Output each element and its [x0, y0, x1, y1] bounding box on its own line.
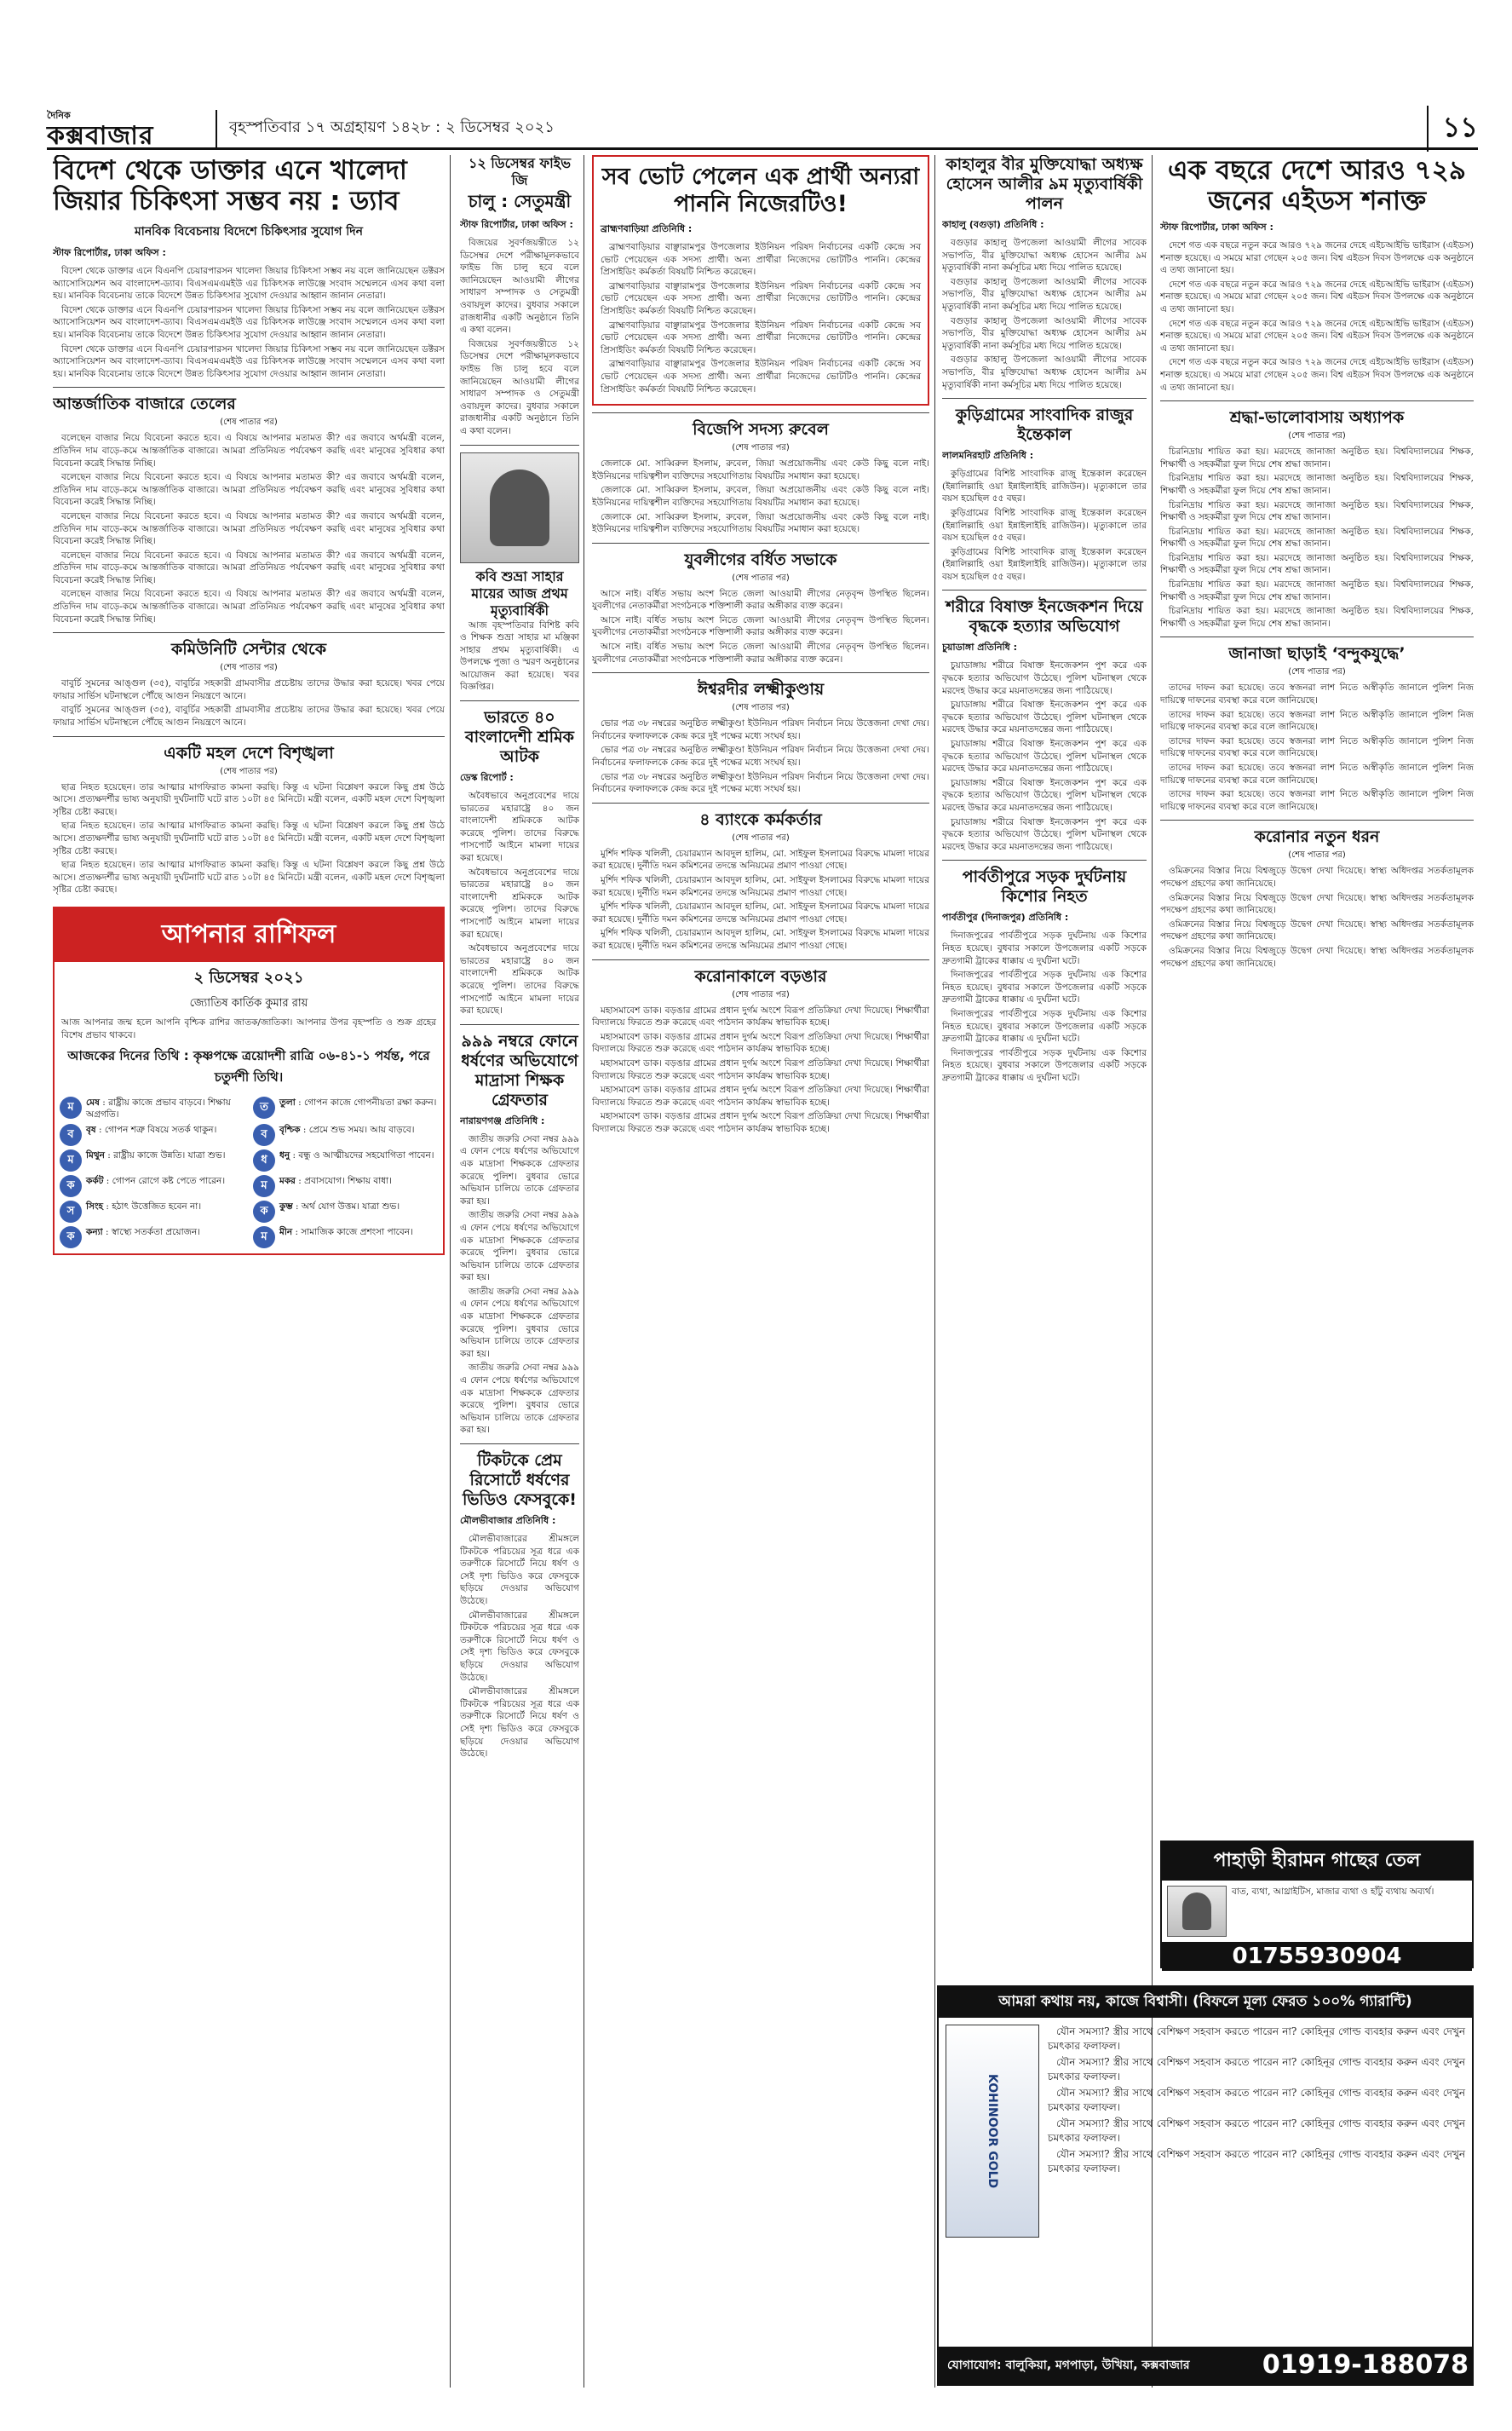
zodiac-sign-icon: ব — [253, 1124, 275, 1146]
continued-note: (শেষ পাতার পর) — [220, 418, 278, 428]
zodiac-forecast: অর্থ যোগ উত্তম। যাত্রা শুভ। — [301, 1201, 400, 1213]
obituary-photo — [460, 452, 579, 563]
byline: পার্বতীপুর (দিনাজপুর) প্রতিনিধি : — [942, 912, 1069, 924]
article-headline[interactable]: শরীরে বিষাক্ত ইনজেকশন দিয়ে বৃদ্ধকে হত্যার অভিযোগ — [946, 597, 1143, 637]
zodiac-sign-icon: ম — [253, 1175, 275, 1197]
article-headline[interactable]: একটি মহল দেশে বিশৃঙ্খলা — [164, 743, 334, 763]
column-divider — [450, 155, 451, 2388]
featured-headline[interactable]: সব ভোট পেলেন এক প্রার্থী অন্যরা পাননি নিজেরটিও! — [601, 164, 920, 217]
continued-note: (শেষ পাতার পর) — [1288, 667, 1346, 677]
article-body: ছাত্র নিহত হয়েছেন। তার আত্মার মাগফিরাত কামনা করছি। কিন্তু এ ঘটনা বিশ্লেষণ করলে কিছু প্রশ্ন উঠে আসে। প্রত্যক্ষদর্শীর ভাষ্য অনুযায়ী দুর্ঘটনাটি ঘটে রাত ১০টা ৪৫ মিনিটে। মন্ত্রী বলেন, একটি মহল দেশে বিশৃঙ্খলা সৃষ্টির চেষ্টা করছে। ছাত্র নিহত হয়েছেন। তার আত্মার মাগফিরাত কামনা করছি। কিন্তু এ ঘটনা বিশ্লেষণ করলে কিছু প্রশ্ন উঠে আসে। প্রত্যক্ষদর্শীর ভাষ্য অনুযায়ী দুর্ঘটনাটি ঘটে রাত ১০টা ৪৫ মিনিটে। মন্ত্রী বলেন, একটি মহল দেশে বিশৃঙ্খলা সৃষ্টির চেষ্টা করছে। ছাত্র নিহত হয়েছেন। তার আত্মার মাগফিরাত কামনা করছি। কিন্তু এ ঘটনা বিশ্লেষণ করলে কিছু প্রশ্ন উঠে আসে। প্রত্যক্ষদর্শীর ভাষ্য অনুযায়ী দুর্ঘটনাটি ঘটে রাত ১০টা ৪৫ মিনিটে। মন্ত্রী বলেন, একটি মহল দেশে বিশৃঙ্খলা সৃষ্টির চেষ্টা করছে। — [53, 781, 445, 896]
zodiac-item — [60, 1097, 244, 1120]
ad-phone[interactable]: 01755930904 — [1162, 1942, 1472, 1971]
article-body: কুড়িগ্রামের বিশিষ্ট সাংবাদিক রাজু ইন্তেকাল করেছেন (ইন্নালিল্লাহি ওয়া ইন্নাইলাইহি রাজিউন)। মৃত্যুকালে তার বয়স হয়েছিল ৫৫ বছর। কুড়িগ্রামের বিশিষ্ট সাংবাদিক রাজু ইন্তেকাল করেছেন (ইন্নালিল্লাহি ওয়া ইন্নাইলাইহি রাজিউন)। মৃত্যুকালে তার বয়স হয়েছিল ৫৫ বছর। কুড়িগ্রামের বিশিষ্ট সাংবাদিক রাজু ইন্তেকাল করেছেন (ইন্নালিল্লাহি ওয়া ইন্নাইলাইহি রাজিউন)। মৃত্যুকালে তার বয়স হয়েছিল ৫৫ বছর। — [942, 469, 1147, 582]
article-headline[interactable]: এক বছরে দেশে আরও ৭২৯ জনের এইডস শনাক্ত — [1167, 155, 1467, 216]
article-body: ভোর পত্র ৩৮ নম্বরের অনুষ্ঠিত লক্ষ্মীকুণ্ডা ইউনিয়ন পরিষদ নির্বাচন নিয়ে উত্তেজনা দেখা দেয়। নির্বাচনের ফলাফলকে কেন্দ্র করে দুই পক্ষের মধ্যে সংঘর্ষ হয়। ভোর পত্র ৩৮ নম্বরের অনুষ্ঠিত লক্ষ্মীকুণ্ডা ইউনিয়ন পরিষদ নির্বাচন নিয়ে উত্তেজনা দেখা দেয়। নির্বাচনের ফলাফলকে কেন্দ্র করে দুই পক্ষের মধ্যে সংঘর্ষ হয়। ভোর পত্র ৩৮ নম্বরের অনুষ্ঠিত লক্ষ্মীকুণ্ডা ইউনিয়ন পরিষদ নির্বাচন নিয়ে উত্তেজনা দেখা দেয়। নির্বাচনের ফলাফলকে কেন্দ্র করে দুই পক্ষের মধ্যে সংঘর্ষ হয়। — [592, 718, 929, 795]
zodiac-forecast: গোপন কাজে গোপনীয়তা রক্ষা করুন। — [303, 1097, 437, 1109]
ad-title: পাহাড়ী হীরামন গাছের তেল — [1162, 1842, 1472, 1881]
continued-note: (শেষ পাতার পর) — [732, 443, 790, 453]
byline: স্টাফ রিপোর্টার, ঢাকা অফিস : — [460, 219, 573, 230]
zodiac-text: কন্যা : স্বাস্থ্যে সতর্কতা প্রয়োজন। — [86, 1227, 201, 1238]
horoscope-date: ২ ডিসেম্বর ২০২১ — [193, 968, 304, 987]
article-headline[interactable]: ভারতে ৪০ বাংলাদেশী শ্রমিক আটক — [465, 708, 574, 767]
newspaper-logo — [47, 110, 217, 151]
zodiac-item — [253, 1226, 438, 1248]
article-headline[interactable]: বিজেপি সদস্য রুবেল — [693, 420, 829, 440]
zodiac-text: ধনু : বন্ধু ও আত্মীয়দের সহযোগিতা পাবেন। — [279, 1150, 434, 1161]
featured-story-box — [592, 155, 929, 406]
article-body: মুর্শিদ শফিক খলিলী, চেয়ারম্যান আবদুল হালিম, মো. সাইফুল ইসলামের বিরুদ্ধে মামলা দায়ের করা হয়েছে। দুর্নীতি দমন কমিশনের তদন্তে অনিয়মের প্রমাণ পাওয়া গেছে। মুর্শিদ শফিক খলিলী, চেয়ারম্যান আবদুল হালিম, মো. সাইফুল ইসলামের বিরুদ্ধে মামলা দায়ের করা হয়েছে। দুর্নীতি দমন কমিশনের তদন্তে অনিয়মের প্রমাণ পাওয়া গেছে। মুর্শিদ শফিক খলিলী, চেয়ারম্যান আবদুল হালিম, মো. সাইফুল ইসলামের বিরুদ্ধে মামলা দায়ের করা হয়েছে। দুর্নীতি দমন কমিশনের তদন্তে অনিয়মের প্রমাণ পাওয়া গেছে। মুর্শিদ শফিক খলিলী, চেয়ারম্যান আবদুল হালিম, মো. সাইফুল ইসলামের বিরুদ্ধে মামলা দায়ের করা হয়েছে। দুর্নীতি দমন কমিশনের তদন্তে অনিয়মের প্রমাণ পাওয়া গেছে। — [592, 848, 929, 951]
zodiac-text: মীন : সামাজিক কাজে প্রশংসা পাবেন। — [279, 1227, 413, 1238]
zodiac-item — [253, 1124, 438, 1146]
zodiac-forecast: হঠাৎ উত্তেজিত হবেন না। — [112, 1201, 202, 1213]
zodiac-sign-icon: ম — [60, 1149, 82, 1172]
page-number: ১১ — [1427, 106, 1478, 152]
ad-portrait-image — [1167, 1886, 1227, 1937]
oil-advertisement[interactable] — [1160, 1841, 1474, 1968]
continued-note: (শেষ পাতার পর) — [732, 573, 790, 583]
zodiac-item — [60, 1175, 244, 1197]
byline: স্টাফ রিপোর্টার, ঢাকা অফিস : — [53, 247, 166, 258]
masthead — [47, 109, 1478, 150]
article-body: বিদেশ থেকে ডাক্তার এনে বিএনপি চেয়ারপারসন খালেদা জিয়ার চিকিৎসা সম্ভব নয় বলে জানিয়েছেন ডক্টরস অ্যাসোসিয়েশন অব বাংলাদেশ-ড্যাব। বিএসএমএমইউ এর চিকিৎসক লাউঞ্জে সংবাদ সম্মেলনে এসব কথা বলা হয়। মানবিক বিবেচনায় তাকে বিদেশে উন্নত চিকিৎসার সুযোগ দেওয়ার আহ্বান জানান নেতারা। বিদেশ থেকে ডাক্তার এনে বিএনপি চেয়ারপারসন খালেদা জিয়ার চিকিৎসা সম্ভব নয় বলে জানিয়েছেন ডক্টরস অ্যাসোসিয়েশন অব বাংলাদেশ-ড্যাব। বিএসএমএমইউ এর চিকিৎসক লাউঞ্জে সংবাদ সম্মেলনে এসব কথা বলা হয়। মানবিক বিবেচনায় তাকে বিদেশে উন্নত চিকিৎসার সুযোগ দেওয়ার আহ্বান জানান নেতারা। বিদেশ থেকে ডাক্তার এনে বিএনপি চেয়ারপারসন খালেদা জিয়ার চিকিৎসা সম্ভব নয় বলে জানিয়েছেন ডক্টরস অ্যাসোসিয়েশন অব বাংলাদেশ-ড্যাব। বিএসএমএমইউ এর চিকিৎসক লাউঞ্জে সংবাদ সম্মেলনে এসব কথা বলা হয়। মানবিক বিবেচনায় তাকে বিদেশে উন্নত চিকিৎসার সুযোগ দেওয়ার আহ্বান জানান নেতারা। — [53, 266, 445, 379]
zodiac-sign-icon: স — [60, 1201, 82, 1223]
byline: স্টাফ রিপোর্টার, ঢাকা অফিস : — [1160, 222, 1273, 233]
zodiac-text: বৃষ : গোপন শত্রু বিষয়ে সতর্ক থাকুন। — [86, 1125, 217, 1136]
zodiac-item — [253, 1097, 438, 1120]
continued-note: (শেষ পাতার পর) — [732, 989, 790, 999]
continued-note: (শেষ পাতার পর) — [732, 832, 790, 843]
article-body: চুয়াডাঙ্গায় শরীরে বিষাক্ত ইনজেকশন পুশ করে এক বৃদ্ধকে হত্যার অভিযোগ উঠেছে। পুলিশ ঘটনাস্থল থেকে মরদেহ উদ্ধার করে ময়নাতদন্তের জন্য পাঠিয়েছে। চুয়াডাঙ্গায় শরীরে বিষাক্ত ইনজেকশন পুশ করে এক বৃদ্ধকে হত্যার অভিযোগ উঠেছে। পুলিশ ঘটনাস্থল থেকে মরদেহ উদ্ধার করে ময়নাতদন্তের জন্য পাঠিয়েছে। চুয়াডাঙ্গায় শরীরে বিষাক্ত ইনজেকশন পুশ করে এক বৃদ্ধকে হত্যার অভিযোগ উঠেছে। পুলিশ ঘটনাস্থল থেকে মরদেহ উদ্ধার করে ময়নাতদন্তের জন্য পাঠিয়েছে। চুয়াডাঙ্গায় শরীরে বিষাক্ত ইনজেকশন পুশ করে এক বৃদ্ধকে হত্যার অভিযোগ উঠেছে। পুলিশ ঘটনাস্থল থেকে মরদেহ উদ্ধার করে ময়নাতদন্তের জন্য পাঠিয়েছে। চুয়াডাঙ্গায় শরীরে বিষাক্ত ইনজেকশন পুশ করে এক বৃদ্ধকে হত্যার অভিযোগ উঠেছে। পুলিশ ঘটনাস্থল থেকে মরদেহ উদ্ধার করে ময়নাতদন্তের জন্য পাঠিয়েছে। — [942, 660, 1147, 852]
byline: নারায়ণগঞ্জ প্রতিনিধি : — [460, 1115, 545, 1126]
article-headline[interactable]: ৪ ব্যাংকে কর্মকর্তার — [699, 809, 822, 829]
article-body: অবৈধভাবে অনুপ্রবেশের দায়ে ভারতের মহারাষ্ট্রে ৪০ জন বাংলাদেশী শ্রমিককে আটক করেছে পুলিশ। তাদের বিরুদ্ধে পাসপোর্ট আইনে মামলা দায়ের করা হয়েছে। অবৈধভাবে অনুপ্রবেশের দায়ে ভারতের মহারাষ্ট্রে ৪০ জন বাংলাদেশী শ্রমিককে আটক করেছে পুলিশ। তাদের বিরুদ্ধে পাসপোর্ট আইনে মামলা দায়ের করা হয়েছে। অবৈধভাবে অনুপ্রবেশের দায়ে ভারতের মহারাষ্ট্রে ৪০ জন বাংলাদেশী শ্রমিককে আটক করেছে পুলিশ। তাদের বিরুদ্ধে পাসপোর্ট আইনে মামলা দায়ের করা হয়েছে। — [460, 791, 579, 1017]
product-bottle-image: KOHINOOR GOLD — [946, 2025, 1039, 2238]
zodiac-name: কর্কট — [86, 1176, 104, 1187]
zodiac-item — [60, 1149, 244, 1172]
article-headline[interactable]: চালু : সেতুমন্ত্রী — [468, 191, 572, 211]
continued-note: (শেষ পাতার পর) — [220, 766, 278, 776]
zodiac-forecast: সামাজিক কাজে প্রশংসা পাবেন। — [301, 1227, 413, 1238]
zodiac-name: মিথুন — [86, 1150, 105, 1161]
zodiac-sign-icon: ব — [60, 1124, 82, 1146]
zodiac-text: তুলা : গোপন কাজে গোপনীয়তা রক্ষা করুন। — [279, 1097, 437, 1109]
article-body: বিজয়ের সুবর্ণজয়ন্তীতে ১২ ডিসেম্বর দেশে পরীক্ষামূলকভাবে ফাইভ জি চালু হবে বলে জানিয়েছেন আওয়ামী লীগের সাধারণ সম্পাদক ও সেতুমন্ত্রী ওবায়দুল কাদের। বুধবার সকালে রাজধানীর একটি অনুষ্ঠানে তিনি এ কথা বলেন। বিজয়ের সুবর্ণজয়ন্তীতে ১২ ডিসেম্বর দেশে পরীক্ষামূলকভাবে ফাইভ জি চালু হবে বলে জানিয়েছেন আওয়ামী লীগের সাধারণ সম্পাদক ও সেতুমন্ত্রী ওবায়দুল কাদের। বুধবার সকালে রাজধানীর একটি অনুষ্ঠানে তিনি এ কথা বলেন। — [460, 238, 579, 436]
zodiac-forecast: স্বাস্থ্যে সতর্কতা প্রয়োজন। — [111, 1227, 201, 1238]
byline: ব্রাহ্মণবাড়িয়া প্রতিনিধি : — [601, 223, 693, 234]
zodiac-sign-icon: ত — [253, 1097, 275, 1119]
lead-headline[interactable]: বিদেশ থেকে ডাক্তার এনে খালেদা জিয়ার চিকিৎসা সম্ভব নয় : ড্যাব — [53, 155, 407, 216]
article-headline[interactable]: কুড়িগ্রামের সাংবাদিক রাজুর ইন্তেকাল — [955, 406, 1134, 445]
zodiac-forecast: প্রেমে শুভ সময়। আয় বাড়বে। — [308, 1125, 415, 1136]
ad-contact: যোগাযোগ: বালুকিয়া, মগপাড়া, উখিয়া, কক্সবাজার — [947, 2359, 1190, 2372]
article-headline[interactable]: টিকটকে প্রেম রিসোর্টে ধর্ষণের ভিডিও ফেসবুকে! — [463, 1451, 577, 1509]
horoscope-box — [53, 907, 445, 1255]
tithi-line: আজকের দিনের তিথি : কৃষ্ণপক্ষে ত্রয়োদশী রাত্রি ০৬-৪১-১ পর্যন্ত, পরে চতুর্দশী তিথি। — [67, 1048, 430, 1086]
article-body: জেলাকে মো. সাব্বিরুল ইসলাম, রুবেল, জিয়া অপ্রয়োজনীয় এবং কেউ কিছু বলে নাই। ইউনিয়নের দায়িত্বশীল ব্যক্তিদের সহযোগিতায় বিষয়টির সমাধান করা হয়েছে। জেলাকে মো. সাব্বিরুল ইসলাম, রুবেল, জিয়া অপ্রয়োজনীয় এবং কেউ কিছু বলে নাই। ইউনিয়নের দায়িত্বশীল ব্যক্তিদের সহযোগিতায় বিষয়টির সমাধান করা হয়েছে। জেলাকে মো. সাব্বিরুল ইসলাম, রুবেল, জিয়া অপ্রয়োজনীয় এবং কেউ কিছু বলে নাই। ইউনিয়নের দায়িত্বশীল ব্যক্তিদের সহযোগিতায় বিষয়টির সমাধান করা হয়েছে। — [592, 458, 929, 535]
article-headline[interactable]: কাহালুর বীর মুক্তিযোদ্ধা অধ্যক্ষ হোসেন আলীর ৯ম মৃত্যুবার্ষিকী পালন — [946, 155, 1143, 213]
zodiac-name: কন্যা — [86, 1227, 103, 1238]
zodiac-name: বৃশ্চিক — [279, 1125, 301, 1136]
zodiac-name: সিংহ — [86, 1201, 103, 1213]
zodiac-name: ধনু — [279, 1150, 290, 1161]
logo-small-text: দৈনিক — [47, 110, 71, 121]
article-headline[interactable]: পার্বতীপুরে সড়ক দুর্ঘটনায় কিশোর নিহত — [962, 867, 1127, 907]
article-headline[interactable]: করোনাকালে বড়ঙার — [694, 966, 827, 986]
article-headline[interactable]: কমিউনিটি সেন্টার থেকে — [171, 640, 326, 660]
byline: চুয়াডাঙ্গা প্রতিনিধি : — [942, 642, 1018, 654]
article-body: ব্রাহ্মণবাড়িয়ার বাঞ্ছারামপুর উপজেলার ইউনিয়ন পরিষদ নির্বাচনের একটি কেন্দ্রে সব ভোট পেয়েছেন এক সদস্য প্রার্থী। অন্য প্রার্থীরা নিজেদের ভোটটিও পাননি। কেন্দ্রের প্রিসাইডিং কর্মকর্তা বিষয়টি নিশ্চিত করেছেন। ব্রাহ্মণবাড়িয়ার বাঞ্ছারামপুর উপজেলার ইউনিয়ন পরিষদ নির্বাচনের একটি কেন্দ্রে সব ভোট পেয়েছেন এক সদস্য প্রার্থী। অন্য প্রার্থীরা নিজেদের ভোটটিও পাননি। কেন্দ্রের প্রিসাইডিং কর্মকর্তা বিষয়টি নিশ্চিত করেছেন। ব্রাহ্মণবাড়িয়ার বাঞ্ছারামপুর উপজেলার ইউনিয়ন পরিষদ নির্বাচনের একটি কেন্দ্রে সব ভোট পেয়েছেন এক সদস্য প্রার্থী। অন্য প্রার্থীরা নিজেদের ভোটটিও পাননি। কেন্দ্রের প্রিসাইডিং কর্মকর্তা বিষয়টি নিশ্চিত করেছেন। ব্রাহ্মণবাড়িয়ার বাঞ্ছারামপুর উপজেলার ইউনিয়ন পরিষদ নির্বাচনের একটি কেন্দ্রে সব ভোট পেয়েছেন এক সদস্য প্রার্থী। অন্য প্রার্থীরা নিজেদের ভোটটিও পাননি। কেন্দ্রের প্রিসাইডিং কর্মকর্তা বিষয়টি নিশ্চিত করেছেন। — [601, 242, 921, 395]
zodiac-forecast: প্রবাসযোগ। শিক্ষায় বাধা। — [304, 1176, 392, 1187]
article-body: জাতীয় জরুরি সেবা নম্বর ৯৯৯ এ ফোন পেয়ে ধর্ষণের অভিযোগে এক মাদ্রাসা শিক্ষককে গ্রেফতার করেছে পুলিশ। বুধবার ভোরে অভিযান চালিয়ে তাকে গ্রেফতার করা হয়। জাতীয় জরুরি সেবা নম্বর ৯৯৯ এ ফোন পেয়ে ধর্ষণের অভিযোগে এক মাদ্রাসা শিক্ষককে গ্রেফতার করেছে পুলিশ। বুধবার ভোরে অভিযান চালিয়ে তাকে গ্রেফতার করা হয়। জাতীয় জরুরি সেবা নম্বর ৯৯৯ এ ফোন পেয়ে ধর্ষণের অভিযোগে এক মাদ্রাসা শিক্ষককে গ্রেফতার করেছে পুলিশ। বুধবার ভোরে অভিযান চালিয়ে তাকে গ্রেফতার করা হয়। জাতীয় জরুরি সেবা নম্বর ৯৯৯ এ ফোন পেয়ে ধর্ষণের অভিযোগে এক মাদ্রাসা শিক্ষককে গ্রেফতার করেছে পুলিশ। বুধবার ভোরে অভিযান চালিয়ে তাকে গ্রেফতার করা হয়। — [460, 1133, 579, 1436]
zodiac-text: সিংহ : হঠাৎ উত্তেজিত হবেন না। — [86, 1201, 202, 1213]
kohinoor-advertisement[interactable] — [937, 1985, 1474, 2386]
zodiac-sign-icon: ম — [60, 1097, 82, 1119]
zodiac-item — [60, 1226, 244, 1248]
zodiac-item — [60, 1201, 244, 1223]
continued-note: (শেষ পাতার পর) — [732, 703, 790, 713]
article-headline[interactable]: ঈশ্বরদীর লক্ষ্মীকুণ্ডায় — [697, 680, 825, 700]
article-body: মৌলভীবাজারের শ্রীমঙ্গলে টিকটকে পরিচয়ের সূত্র ধরে এক তরুণীকে রিসোর্টে নিয়ে ধর্ষণ ও সেই দৃশ্য ভিডিও করে ফেসবুকে ছড়িয়ে দেওয়ার অভিযোগ উঠেছে। মৌলভীবাজারের শ্রীমঙ্গলে টিকটকে পরিচয়ের সূত্র ধরে এক তরুণীকে রিসোর্টে নিয়ে ধর্ষণ ও সেই দৃশ্য ভিডিও করে ফেসবুকে ছড়িয়ে দেওয়ার অভিযোগ উঠেছে। মৌলভীবাজারের শ্রীমঙ্গলে টিকটকে পরিচয়ের সূত্র ধরে এক তরুণীকে রিসোর্টে নিয়ে ধর্ষণ ও সেই দৃশ্য ভিডিও করে ফেসবুকে ছড়িয়ে দেওয়ার অভিযোগ উঠেছে। — [460, 1534, 579, 1760]
zodiac-item — [253, 1149, 438, 1172]
dateline: বৃহস্পতিবার ১৭ অগ্রহায়ণ ১৪২৮ : ২ ডিসেম্বর ২০২১ — [229, 118, 555, 136]
horoscope-intro: আজ আপনার জন্ম হলে আপনি বৃশ্চিক রাশির জাতক/জাতিকা। আপনার উপর বৃহস্পতি ও শুক্র গ্রহের বিশেষ প্রভাব থাকবে। — [61, 1017, 436, 1040]
zodiac-sign-icon: ক — [253, 1201, 275, 1223]
byline: ডেস্ক রিপোর্ট : — [460, 772, 514, 784]
portrait-image — [490, 469, 549, 546]
article-body: বগুড়ার কাহালু উপজেলা আওয়ামী লীগের সাবেক সভাপতি, বীর মুক্তিযোদ্ধা অধ্যক্ষ হোসেন আলীর ৯ম মৃত্যুবার্ষিকী নানা কর্মসূচির মধ্য দিয়ে পালিত হয়েছে। বগুড়ার কাহালু উপজেলা আওয়ামী লীগের সাবেক সভাপতি, বীর মুক্তিযোদ্ধা অধ্যক্ষ হোসেন আলীর ৯ম মৃত্যুবার্ষিকী নানা কর্মসূচির মধ্য দিয়ে পালিত হয়েছে। বগুড়ার কাহালু উপজেলা আওয়ামী লীগের সাবেক সভাপতি, বীর মুক্তিযোদ্ধা অধ্যক্ষ হোসেন আলীর ৯ম মৃত্যুবার্ষিকী নানা কর্মসূচির মধ্য দিয়ে পালিত হয়েছে। বগুড়ার কাহালু উপজেলা আওয়ামী লীগের সাবেক সভাপতি, বীর মুক্তিযোদ্ধা অধ্যক্ষ হোসেন আলীর ৯ম মৃত্যুবার্ষিকী নানা কর্মসূচির মধ্য দিয়ে পালিত হয়েছে। — [942, 238, 1147, 390]
continued-note: (শেষ পাতার পর) — [220, 663, 278, 673]
zodiac-sign-icon: ম — [253, 1226, 275, 1248]
zodiac-text: মেষ : রাষ্ট্রীয় কাজে প্রভাব বাড়বে। শিক্ষায় অগ্রগতি। — [86, 1097, 231, 1120]
ad-body: বাত, ব্যথা, আথ্রাইটিস, মাজার ব্যথা ও হাঁটু ব্যথায় অব্যর্থ। — [1232, 1887, 1434, 1897]
zodiac-forecast: রাষ্ট্রীয় কাজে প্রভাব বাড়বে। শিক্ষায় অগ্রগতি। — [86, 1097, 231, 1120]
article-body: ওমিক্রনের বিস্তার নিয়ে বিশ্বজুড়ে উদ্বেগ দেখা দিয়েছে। স্বাস্থ্য অধিদপ্তর সতর্কতামূলক পদক্ষেপ গ্রহণের কথা জানিয়েছে। ওমিক্রনের বিস্তার নিয়ে বিশ্বজুড়ে উদ্বেগ দেখা দিয়েছে। স্বাস্থ্য অধিদপ্তর সতর্কতামূলক পদক্ষেপ গ্রহণের কথা জানিয়েছে। ওমিক্রনের বিস্তার নিয়ে বিশ্বজুড়ে উদ্বেগ দেখা দিয়েছে। স্বাস্থ্য অধিদপ্তর সতর্কতামূলক পদক্ষেপ গ্রহণের কথা জানিয়েছে। ওমিক্রনের বিস্তার নিয়ে বিশ্বজুড়ে উদ্বেগ দেখা দিয়েছে। স্বাস্থ্য অধিদপ্তর সতর্কতামূলক পদক্ষেপ গ্রহণের কথা জানিয়েছে। — [1160, 866, 1474, 969]
zodiac-forecast: বন্ধু ও আত্মীয়দের সহযোগিতা পাবেন। — [298, 1150, 434, 1161]
article-body: আসে নাই। বর্ধিত সভায় অংশ নিতে জেলা আওয়ামী লীগের নেতৃবৃন্দ উপস্থিত ছিলেন। যুবলীগের নেতাকর্মীরা সংগঠনকে শক্তিশালী করার অঙ্গীকার ব্যক্ত করেন। আসে নাই। বর্ধিত সভায় অংশ নিতে জেলা আওয়ামী লীগের নেতৃবৃন্দ উপস্থিত ছিলেন। যুবলীগের নেতাকর্মীরা সংগঠনকে শক্তিশালী করার অঙ্গীকার ব্যক্ত করেন। আসে নাই। বর্ধিত সভায় অংশ নিতে জেলা আওয়ামী লীগের নেতৃবৃন্দ উপস্থিত ছিলেন। যুবলীগের নেতাকর্মীরা সংগঠনকে শক্তিশালী করার অঙ্গীকার ব্যক্ত করেন। — [592, 588, 929, 665]
zodiac-name: বৃষ — [86, 1125, 96, 1136]
zodiac-text: কুম্ভ : অর্থ যোগ উত্তম। যাত্রা শুভ। — [279, 1201, 400, 1213]
obituary-headline[interactable]: কবি শুভ্রা সাহার মায়ের আজ প্রথম মৃত্যুবার্ষিকী — [471, 567, 568, 619]
column-3 — [592, 155, 929, 2388]
kicker: মানবিক বিবেচনায় বিদেশে চিকিৎসার সুযোগ দিন — [134, 225, 363, 239]
zodiac-item — [253, 1175, 438, 1197]
article-headline[interactable]: করোনার নতুন ধরন — [1254, 827, 1380, 847]
article-headline[interactable]: আন্তর্জাতিক বাজারে তেলের — [53, 395, 236, 414]
article-headline[interactable]: জানাজা ছাড়াই ‘বন্দুকযুদ্ধে’ — [1228, 644, 1406, 664]
byline: কাহালু (বগুড়া) প্রতিনিধি : — [942, 219, 1044, 230]
zodiac-sign-icon: ক — [60, 1175, 82, 1197]
article-body: বলেছেন বাজার নিয়ে বিবেচনা করতে হবে। এ বিষয়ে আপনার মতামত কী? এর জবাবে অর্থমন্ত্রী বলেন, প্রতিদিন দাম বাড়ে-কমে আন্তর্জাতিক বাজারে। আমরা প্রতিনিয়ত পর্যবেক্ষণ করছি এবং মানুষের সুবিধার কথা বিবেচনা করেই সিদ্ধান্ত নিচ্ছি। বলেছেন বাজার নিয়ে বিবেচনা করতে হবে। এ বিষয়ে আপনার মতামত কী? এর জবাবে অর্থমন্ত্রী বলেন, প্রতিদিন দাম বাড়ে-কমে আন্তর্জাতিক বাজারে। আমরা প্রতিনিয়ত পর্যবেক্ষণ করছি এবং মানুষের সুবিধার কথা বিবেচনা করেই সিদ্ধান্ত নিচ্ছি। বলেছেন বাজার নিয়ে বিবেচনা করতে হবে। এ বিষয়ে আপনার মতামত কী? এর জবাবে অর্থমন্ত্রী বলেন, প্রতিদিন দাম বাড়ে-কমে আন্তর্জাতিক বাজারে। আমরা প্রতিনিয়ত পর্যবেক্ষণ করছি এবং মানুষের সুবিধার কথা বিবেচনা করেই সিদ্ধান্ত নিচ্ছি। বলেছেন বাজার নিয়ে বিবেচনা করতে হবে। এ বিষয়ে আপনার মতামত কী? এর জবাবে অর্থমন্ত্রী বলেন, প্রতিদিন দাম বাড়ে-কমে আন্তর্জাতিক বাজারে। আমরা প্রতিনিয়ত পর্যবেক্ষণ করছি এবং মানুষের সুবিধার কথা বিবেচনা করেই সিদ্ধান্ত নিচ্ছি। বলেছেন বাজার নিয়ে বিবেচনা করতে হবে। এ বিষয়ে আপনার মতামত কী? এর জবাবে অর্থমন্ত্রী বলেন, প্রতিদিন দাম বাড়ে-কমে আন্তর্জাতিক বাজারে। আমরা প্রতিনিয়ত পর্যবেক্ষণ করছি এবং মানুষের সুবিধার কথা বিবেচনা করেই সিদ্ধান্ত নিচ্ছি। — [53, 433, 445, 625]
zodiac-text: কর্কট : গোপন রোগে কষ্ট পেতে পারেন। — [86, 1176, 226, 1187]
column-divider — [934, 155, 935, 2388]
zodiac-name: মকর — [279, 1176, 296, 1187]
continued-note: (শেষ পাতার পর) — [1288, 850, 1346, 861]
zodiac-item — [253, 1201, 438, 1223]
article-kicker: ১২ ডিসেম্বর ফাইভ জি — [468, 155, 572, 188]
zodiac-grid — [55, 1092, 443, 1253]
byline: মৌলভীবাজার প্রতিনিধি : — [460, 1515, 556, 1526]
column-2 — [460, 155, 579, 2388]
zodiac-item — [60, 1124, 244, 1146]
byline: লালমনিরহাট প্রতিনিধি : — [942, 450, 1034, 462]
zodiac-text: বৃশ্চিক : প্রেমে শুভ সময়। আয় বাড়বে। — [279, 1125, 415, 1136]
logo-main-text: কক্সবাজার — [47, 121, 154, 151]
zodiac-name: মেষ — [86, 1097, 100, 1109]
horoscope-author: জ্যোতিষ কার্তিক কুমার রায় — [189, 996, 308, 1010]
column-1 — [53, 155, 445, 2388]
zodiac-name: কুম্ভ — [279, 1201, 293, 1213]
zodiac-forecast: রাষ্ট্রীয় কাজে উন্নতি। যাত্রা শুভ। — [113, 1150, 226, 1161]
zodiac-forecast: গোপন রোগে কষ্ট পেতে পারেন। — [112, 1176, 226, 1187]
zodiac-sign-icon: ধ — [253, 1149, 275, 1172]
zodiac-forecast: গোপন শত্রু বিষয়ে সতর্ক থাকুন। — [104, 1125, 217, 1136]
ad-body: যৌন সমস্যা? স্ত্রীর সাথে বেশিক্ষণ সহবাস করতে পারেন না? কোহিনূর গোল্ড ব্যবহার করুন এবং দেখুন চমৎকার ফলাফল। যৌন সমস্যা? স্ত্রীর সাথে বেশিক্ষণ সহবাস করতে পারেন না? কোহিনূর গোল্ড ব্যবহার করুন এবং দেখুন চমৎকার ফলাফল। যৌন সমস্যা? স্ত্রীর সাথে বেশিক্ষণ সহবাস করতে পারেন না? কোহিনূর গোল্ড ব্যবহার করুন এবং দেখুন চমৎকার ফলাফল। যৌন সমস্যা? স্ত্রীর সাথে বেশিক্ষণ সহবাস করতে পারেন না? কোহিনূর গোল্ড ব্যবহার করুন এবং দেখুন চমৎকার ফলাফল। যৌন সমস্যা? স্ত্রীর সাথে বেশিক্ষণ সহবাস করতে পারেন না? কোহিনূর গোল্ড ব্যবহার করুন এবং দেখুন চমৎকার ফলাফল। — [1048, 2025, 1465, 2175]
continued-note: (শেষ পাতার পর) — [1288, 431, 1346, 441]
column-5 — [1160, 155, 1474, 1825]
article-body: চিরনিদ্রায় শায়িত করা হয়। মরদেহে জানাজা অনুষ্ঠিত হয়। বিশ্ববিদ্যালয়ের শিক্ষক, শিক্ষার্থী ও সহকর্মীরা ফুল দিয়ে শেষ শ্রদ্ধা জানান। চিরনিদ্রায় শায়িত করা হয়। মরদেহে জানাজা অনুষ্ঠিত হয়। বিশ্ববিদ্যালয়ের শিক্ষক, শিক্ষার্থী ও সহকর্মীরা ফুল দিয়ে শেষ শ্রদ্ধা জানান। চিরনিদ্রায় শায়িত করা হয়। মরদেহে জানাজা অনুষ্ঠিত হয়। বিশ্ববিদ্যালয়ের শিক্ষক, শিক্ষার্থী ও সহকর্মীরা ফুল দিয়ে শেষ শ্রদ্ধা জানান। চিরনিদ্রায় শায়িত করা হয়। মরদেহে জানাজা অনুষ্ঠিত হয়। বিশ্ববিদ্যালয়ের শিক্ষক, শিক্ষার্থী ও সহকর্মীরা ফুল দিয়ে শেষ শ্রদ্ধা জানান। চিরনিদ্রায় শায়িত করা হয়। মরদেহে জানাজা অনুষ্ঠিত হয়। বিশ্ববিদ্যালয়ের শিক্ষক, শিক্ষার্থী ও সহকর্মীরা ফুল দিয়ে শেষ শ্রদ্ধা জানান। চিরনিদ্রায় শায়িত করা হয়। মরদেহে জানাজা অনুষ্ঠিত হয়। বিশ্ববিদ্যালয়ের শিক্ষক, শিক্ষার্থী ও সহকর্মীরা ফুল দিয়ে শেষ শ্রদ্ধা জানান। চিরনিদ্রায় শায়িত করা হয়। মরদেহে জানাজা অনুষ্ঠিত হয়। বিশ্ববিদ্যালয়ের শিক্ষক, শিক্ষার্থী ও সহকর্মীরা ফুল দিয়ে শেষ শ্রদ্ধা জানান। — [1160, 446, 1474, 629]
zodiac-sign-icon: ক — [60, 1226, 82, 1248]
article-headline[interactable]: শ্রদ্ধা-ভালোবাসায় অধ্যাপক — [1229, 408, 1405, 428]
article-body: দিনাজপুরের পার্বতীপুরে সড়ক দুর্ঘটনায় এক কিশোর নিহত হয়েছে। বুধবার সকালে উপজেলার একটি সড়কে দ্রুতগামী ট্রাকের ধাক্কায় এ দুর্ঘটনা ঘটে। দিনাজপুরের পার্বতীপুরে সড়ক দুর্ঘটনায় এক কিশোর নিহত হয়েছে। বুধবার সকালে উপজেলার একটি সড়কে দ্রুতগামী ট্রাকের ধাক্কায় এ দুর্ঘটনা ঘটে। দিনাজপুরের পার্বতীপুরে সড়ক দুর্ঘটনায় এক কিশোর নিহত হয়েছে। বুধবার সকালে উপজেলার একটি সড়কে দ্রুতগামী ট্রাকের ধাক্কায় এ দুর্ঘটনা ঘটে। দিনাজপুরের পার্বতীপুরে সড়ক দুর্ঘটনায় এক কিশোর নিহত হয়েছে। বুধবার সকালে উপজেলার একটি সড়কে দ্রুতগামী ট্রাকের ধাক্কায় এ দুর্ঘটনা ঘটে। — [942, 930, 1147, 1083]
article-body: তাদের দাফন করা হয়েছে। তবে স্বজনরা লাশ নিতে অস্বীকৃতি জানালে পুলিশ নিজ দায়িত্বে দাফনের ব্যবস্থা করে বলে জানিয়েছে। তাদের দাফন করা হয়েছে। তবে স্বজনরা লাশ নিতে অস্বীকৃতি জানালে পুলিশ নিজ দায়িত্বে দাফনের ব্যবস্থা করে বলে জানিয়েছে। তাদের দাফন করা হয়েছে। তবে স্বজনরা লাশ নিতে অস্বীকৃতি জানালে পুলিশ নিজ দায়িত্বে দাফনের ব্যবস্থা করে বলে জানিয়েছে। তাদের দাফন করা হয়েছে। তবে স্বজনরা লাশ নিতে অস্বীকৃতি জানালে পুলিশ নিজ দায়িত্বে দাফনের ব্যবস্থা করে বলে জানিয়েছে। তাদের দাফন করা হয়েছে। তবে স্বজনরা লাশ নিতে অস্বীকৃতি জানালে পুলিশ নিজ দায়িত্বে দাফনের ব্যবস্থা করে বলে জানিয়েছে। — [1160, 683, 1474, 812]
zodiac-name: মীন — [279, 1227, 293, 1238]
article-headline[interactable]: যুবলীগের বর্ধিত সভাকে — [684, 550, 837, 569]
ad-title: আমরা কথায় নয়, কাজে বিশ্বাসী। (বিফলে মূল্য ফেরত ১০০% গ্যারান্টি) — [939, 1987, 1472, 2018]
ad-phone[interactable]: 01919-188078 — [1259, 2347, 1472, 2384]
article-headline[interactable]: ৯৯৯ নম্বরে ফোনে ধর্ষণের অভিযোগে মাদ্রাসা শিক্ষক গ্রেফতার — [461, 1031, 578, 1109]
zodiac-name: তুলা — [279, 1097, 296, 1109]
article-body: বাবুর্চি সুমনের আঙ্গুল (৩৫), বাবুর্চির সহকারী গ্রামবাসীর প্রচেষ্টায় তাদের উদ্ধার করা হয়েছে। খবর পেয়ে ফায়ার সার্ভিস ঘটনাস্থলে পৌঁছে আগুন নিয়ন্ত্রণে আনে। বাবুর্চি সুমনের আঙ্গুল (৩৫), বাবুর্চির সহকারী গ্রামবাসীর প্রচেষ্টায় তাদের উদ্ধার করা হয়েছে। খবর পেয়ে ফায়ার সার্ভিস ঘটনাস্থলে পৌঁছে আগুন নিয়ন্ত্রণে আনে। — [53, 678, 445, 729]
article-body: মহাসমাবেশ ডাক। বড়ঙার গ্রামের প্রধান দুর্গম অংশে বিরূপ প্রতিক্রিয়া দেখা দিয়েছে। শিক্ষার্থীরা বিদ্যালয়ে ফিরতে শুরু করেছে এবং পাঠদান কার্যক্রম স্বাভাবিক হচ্ছে। মহাসমাবেশ ডাক। বড়ঙার গ্রামের প্রধান দুর্গম অংশে বিরূপ প্রতিক্রিয়া দেখা দিয়েছে। শিক্ষার্থীরা বিদ্যালয়ে ফিরতে শুরু করেছে এবং পাঠদান কার্যক্রম স্বাভাবিক হচ্ছে। মহাসমাবেশ ডাক। বড়ঙার গ্রামের প্রধান দুর্গম অংশে বিরূপ প্রতিক্রিয়া দেখা দিয়েছে। শিক্ষার্থীরা বিদ্যালয়ে ফিরতে শুরু করেছে এবং পাঠদান কার্যক্রম স্বাভাবিক হচ্ছে। মহাসমাবেশ ডাক। বড়ঙার গ্রামের প্রধান দুর্গম অংশে বিরূপ প্রতিক্রিয়া দেখা দিয়েছে। শিক্ষার্থীরা বিদ্যালয়ে ফিরতে শুরু করেছে এবং পাঠদান কার্যক্রম স্বাভাবিক হচ্ছে। মহাসমাবেশ ডাক। বড়ঙার গ্রামের প্রধান দুর্গম অংশে বিরূপ প্রতিক্রিয়া দেখা দিয়েছে। শিক্ষার্থীরা বিদ্যালয়ে ফিরতে শুরু করেছে এবং পাঠদান কার্যক্রম স্বাভাবিক হচ্ছে। — [592, 1005, 929, 1134]
horoscope-title: আপনার রাশিফল — [55, 908, 443, 962]
zodiac-text: মিথুন : রাষ্ট্রীয় কাজে উন্নতি। যাত্রা শুভ। — [86, 1150, 226, 1161]
article-body: দেশে গত এক বছরে নতুন করে আরও ৭২৯ জনের দেহে এইচআইভি ভাইরাস (এইডস) শনাক্ত হয়েছে। এ সময়ে মারা গেছেন ২০৫ জন। বিশ্ব এইডস দিবস উপলক্ষে এক অনুষ্ঠানে এ তথ্য জানানো হয়। দেশে গত এক বছরে নতুন করে আরও ৭২৯ জনের দেহে এইচআইভি ভাইরাস (এইডস) শনাক্ত হয়েছে। এ সময়ে মারা গেছেন ২০৫ জন। বিশ্ব এইডস দিবস উপলক্ষে এক অনুষ্ঠানে এ তথ্য জানানো হয়। দেশে গত এক বছরে নতুন করে আরও ৭২৯ জনের দেহে এইচআইভি ভাইরাস (এইডস) শনাক্ত হয়েছে। এ সময়ে মারা গেছেন ২০৫ জন। বিশ্ব এইডস দিবস উপলক্ষে এক অনুষ্ঠানে এ তথ্য জানানো হয়। দেশে গত এক বছরে নতুন করে আরও ৭২৯ জনের দেহে এইচআইভি ভাইরাস (এইডস) শনাক্ত হয়েছে। এ সময়ে মারা গেছেন ২০৫ জন। বিশ্ব এইডস দিবস উপলক্ষে এক অনুষ্ঠানে এ তথ্য জানানো হয়। — [1160, 240, 1474, 393]
obituary-body: আজ বৃহস্পতিবার বিশিষ্ট কবি ও শিক্ষক শুভ্রা সাহার মা মঞ্জিকা সাহার প্রথম মৃত্যুবার্ষিকী। এ উপলক্ষে পুজা ও স্মরণ অনুষ্ঠানের আয়োজন করা হয়েছে। খবর বিজ্ঞপ্তির। — [460, 619, 579, 693]
zodiac-text: মকর : প্রবাসযোগ। শিক্ষায় বাধা। — [279, 1176, 392, 1187]
